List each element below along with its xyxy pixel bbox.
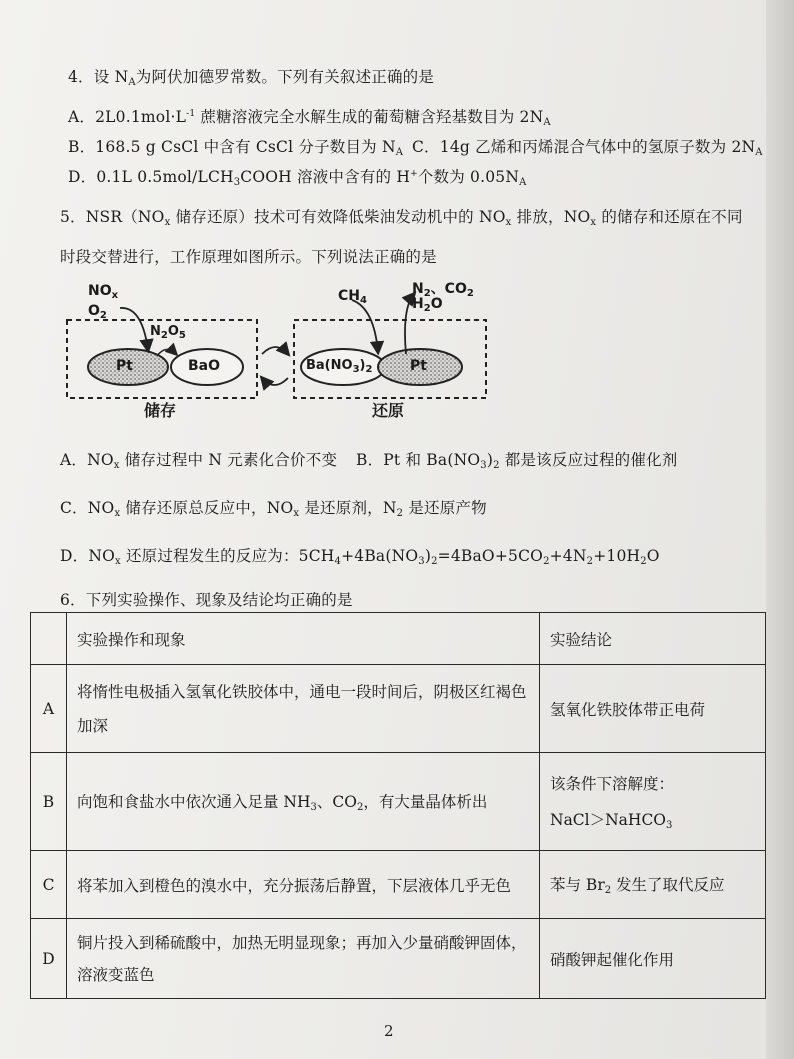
row-operation: 向饱和食盐水中依次通入足量 $NH_3$、$CO_2$，有大量晶体析出 [67,753,540,851]
page-number: 2 [384,1022,394,1040]
row-conclusion: 氢氧化铁胶体带正电荷 [540,665,766,753]
row-conclusion-line1: 该条件下溶解度： [550,775,675,793]
nsr-diagram [62,278,502,418]
q5-stem-line1: 5．$NSR(NO_x$ 储存还原）技术可有效降低柴油发动机中的 $NO_x$ 排放，$NO_x$ 的储存和还原在不同 [60,208,743,228]
cycle-arrow-bottom [262,378,288,385]
label-o2: $O_2$ [88,303,107,321]
label-storage: 储存 [144,401,177,420]
row-operation: 将苯加入到橙色的溴水中，充分振荡后静置，下层液体几乎无色 [67,851,540,919]
q4-stem: 4．设 $N_A$为阿伏加德罗常数。下列有关叙述正确的是 [68,68,435,88]
ch4-in-arrow [352,300,378,352]
cycle-arrow-top [262,347,288,354]
q5-option-c: C．$NO_x$ 储存还原总反应中，$NO_x$ 是还原剂，$N_2$ 是还原产物 [60,499,487,519]
row-conclusion [540,753,766,851]
row-operation [67,919,540,999]
q5-option-d: D．$NO_x$ 还原过程发生的反应为：$5CH_4+4Ba(NO_3)_2=4BaO+5CO_2+4N_2+10H_2O$ [60,547,660,567]
row-conclusion: 苯与 $Br_2$ 发生了取代反应 [540,851,766,919]
table-row [31,919,766,999]
label-bao: BaO [188,358,221,374]
row-label: A [31,665,67,753]
label-pt-left: Pt [116,358,133,374]
q5-option-a: A．$NO_x$ 储存过程中 N 元素化合价不变 [60,451,338,471]
page-fold-shadow [766,0,794,1059]
row-operation-line1: 铜片投入到稀硫酸中，加热无明显现象；再加入少量硝酸钾固体， [77,933,527,952]
label-n2o5: $N_2O_5$ [150,324,186,341]
row-label: B [31,753,67,851]
header-operation: 实验操作和现象 [67,613,540,665]
row-label: C [31,851,67,919]
row-conclusion: 硝酸钾起催化作用 [540,919,766,999]
label-ch4: $CH_4$ [338,288,367,306]
row-operation-line2: 溶液变蓝色 [77,965,155,984]
row-operation: 将惰性电极插入氢氧化铁胶体中，通电一段时间后，阴极区红褐色加深 [67,665,540,753]
table-row [31,851,766,919]
nox-in-arrow [120,308,148,350]
q4-option-b: B．168.5 g CsCl 中含有 CsCl 分子数目为 $N_A$ [68,138,404,158]
experiment-table [30,612,766,999]
table-header-row [31,613,766,665]
q5-option-b: B．Pt 和 $Ba(NO_3)_2$ 都是该反应过程的催化剂 [356,451,678,471]
q4-option-a: A．$2L0.1mol\cdot L^{-1}$ 蔗糖溶液完全水解生成的葡萄糖含羟基数目为 $2N_A$ [68,108,551,128]
table-row [31,753,766,851]
q6-stem: 6．下列实验操作、现象及结论均正确的是 [60,591,353,609]
row-label: D [31,919,67,999]
label-n2-co2: $N_2$、$CO_2$ [412,281,474,299]
label-nox: $NO_x$ [88,283,119,301]
header-conclusion: 实验结论 [540,613,766,665]
label-pt-right: Pt [410,358,427,374]
row-conclusion-line2: NaCl＞NaHCO$_3$ [550,811,673,831]
q4-option-d: D．0.1L $0.5mol/LCH_3COOH$ 溶液中含有的 H+个数为 $0.05N_A$ [68,168,527,188]
q5-stem-line2: 时段交替进行，工作原理如图所示。下列说法正确的是 [60,248,437,266]
q4-option-c: C．14g 乙烯和丙烯混合气体中的氢原子数为 $2N_A$ [412,138,763,158]
label-bano3: $Ba(NO_3)_2$ [306,358,373,375]
header-blank [31,613,67,665]
table-row [31,665,766,753]
label-h2o: $H_2O$ [412,296,443,314]
label-reduction: 还原 [372,401,405,420]
